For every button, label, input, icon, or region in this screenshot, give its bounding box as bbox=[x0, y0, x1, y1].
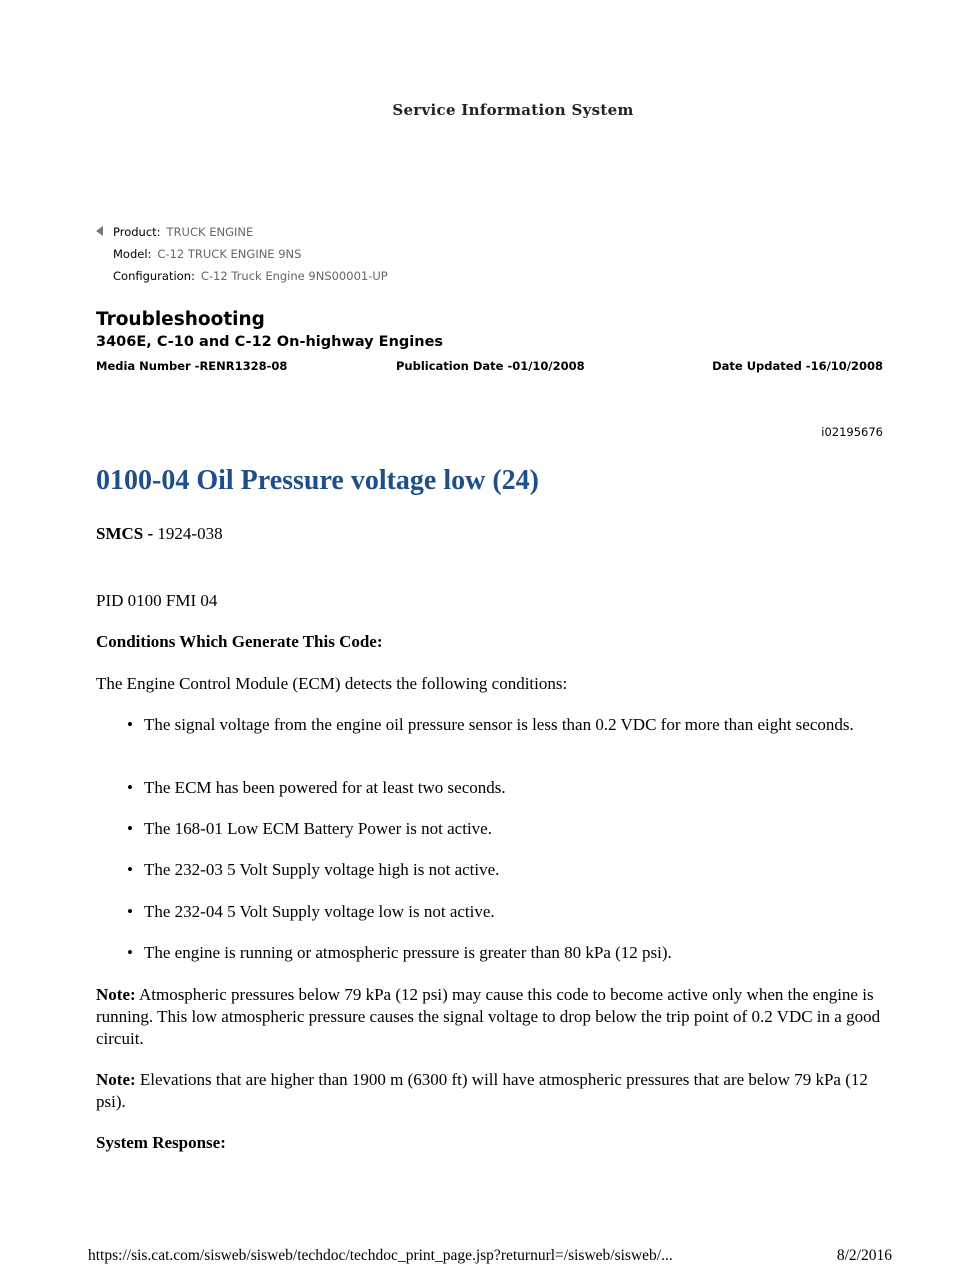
breadcrumb-model bbox=[96, 246, 388, 268]
bullet-dot-icon: • bbox=[127, 943, 133, 962]
breadcrumb bbox=[96, 224, 388, 290]
bullet-dot-icon: • bbox=[127, 715, 133, 734]
bullet-dot-icon: • bbox=[127, 860, 133, 879]
smcs-line bbox=[96, 523, 886, 545]
configuration-value: C-12 Truck Engine 9NS00001-UP bbox=[200, 269, 388, 283]
document-subtitle: 3406E, C-10 and C-12 On-highway Engines bbox=[96, 334, 444, 350]
media-number: Media Number -RENR1328-08 bbox=[96, 359, 288, 373]
back-arrow-icon[interactable] bbox=[96, 226, 103, 236]
note-1 bbox=[96, 984, 886, 1050]
list-item: • The 232-04 5 Volt Supply voltage low is not active. bbox=[127, 902, 495, 921]
bullet-dot-icon: • bbox=[127, 902, 133, 921]
list-item: • The 232-03 5 Volt Supply voltage high is not active. bbox=[127, 860, 500, 879]
print-footer bbox=[88, 1247, 892, 1265]
pid-line: PID 0100 FMI 04 bbox=[96, 591, 218, 610]
model-label: Model: bbox=[113, 247, 152, 261]
page-title: 0100-04 Oil Pressure voltage low (24) bbox=[96, 465, 540, 496]
publication-date: Publication Date -01/10/2008 bbox=[396, 359, 585, 373]
product-label: Product: bbox=[113, 225, 161, 239]
breadcrumb-product[interactable] bbox=[96, 224, 388, 246]
list-item: • The ECM has been powered for at least two seconds. bbox=[127, 778, 506, 797]
bullet-dot-icon: • bbox=[127, 778, 133, 797]
system-title: Service Information System bbox=[392, 101, 634, 119]
footer-url: https://sis.cat.com/sisweb/sisweb/techdoc/techdoc_print_page.jsp?returnurl=/sisweb/sisweb/... bbox=[88, 1247, 673, 1264]
document-type: Troubleshooting bbox=[96, 309, 265, 330]
footer-date: 8/2/2016 bbox=[836, 1247, 892, 1264]
model-value: C-12 TRUCK ENGINE 9NS bbox=[157, 247, 302, 261]
list-item: • The 168-01 Low ECM Battery Power is not active. bbox=[127, 819, 492, 838]
conditions-heading: Conditions Which Generate This Code: bbox=[96, 632, 383, 651]
smcs-value: 1924-038 bbox=[157, 524, 223, 543]
configuration-label: Configuration: bbox=[113, 269, 195, 283]
note-2-text: Elevations that are higher than 1900 m (6300 ft) will have atmospheric pressures that are below 79 kPa (12 psi). bbox=[96, 1070, 868, 1111]
note-label: Note: bbox=[96, 985, 136, 1004]
conditions-intro: The Engine Control Module (ECM) detects the following conditions: bbox=[96, 674, 568, 693]
smcs-label: SMCS - bbox=[96, 524, 154, 543]
bullet-dot-icon: • bbox=[127, 819, 133, 838]
note-2 bbox=[96, 1069, 886, 1113]
system-response-heading: System Response: bbox=[96, 1133, 226, 1152]
note-1-text: Atmospheric pressures below 79 kPa (12 psi) may cause this code to become active only when the engine is running. This low atmospheric pressure causes the signal voltage to drop below the trip point of 0.2 VDC in a good circuit. bbox=[96, 985, 881, 1048]
breadcrumb-configuration bbox=[96, 268, 388, 290]
product-value: TRUCK ENGINE bbox=[166, 225, 254, 239]
list-item: • The engine is running or atmospheric pressure is greater than 80 kPa (12 psi). bbox=[127, 943, 672, 962]
document-id: i02195676 bbox=[821, 425, 883, 439]
note-label: Note: bbox=[96, 1070, 136, 1089]
list-item: • The signal voltage from the engine oil pressure sensor is less than 0.2 VDC for more than eight seconds. bbox=[127, 715, 854, 734]
date-updated: Date Updated -16/10/2008 bbox=[712, 359, 883, 373]
